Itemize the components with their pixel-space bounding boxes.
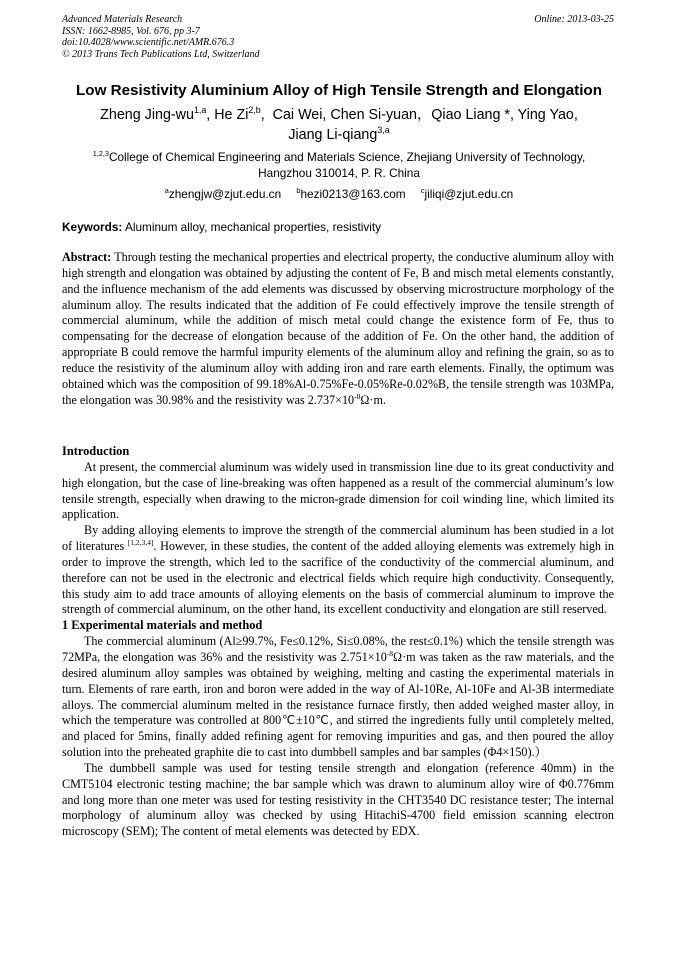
issn-line: ISSN: 1662-8985, Vol. 676, pp 3-7 [62, 25, 200, 37]
journal-header [62, 14, 614, 60]
section-heading: Introduction [62, 444, 130, 458]
paragraph: At present, the commercial aluminum was widely used in transmission line due to its great conductivity and high elongation, but the case of line-breaking was often happened as a result of the commercial aluminum’s low tensile strength, especially when drawing to the micron-grade dimension for coil winding line, which limited its application. [62, 459, 614, 522]
section-heading: 1 Experimental materials and method [62, 618, 263, 633]
citation-ref: [1,2,3,4] [127, 538, 154, 548]
abstract [62, 250, 614, 408]
abstract-text: Through testing the mechanical properties and electrical property, the conductive aluminum alloy with high strength and elongation was obtained by adjusting the content of Fe, B and misch metal elements constantly, and the influence mechanism of the add elements was discussed by observing microstructure morphology of the aluminum alloy. The results indicated that the addition of Fe could effectively improve the tensile strength of commercial aluminum, while the addition of misch metal could change the existence form of Fe, thus to compensating for the decrease of elongation because of the addition of Fe. On the other hand, the addition of appropriate B could remove the harmful impurity elements of the aluminum alloy and refining the grain, so as to reduce the resistivity of the aluminum alloy with adding iron and rare earth elements. Finally, the optimum was obtained which was the composition of 99.18%Al-0.75%Fe-0.05%Re-0.02%B, the tensile strength was 103MPa, the elongation was 30.98% and the resistivity was 2.737×10 [62, 250, 614, 407]
author-name: He Zi [214, 107, 249, 123]
abstract-exponent: -8 [354, 391, 361, 401]
abstract-paragraph [62, 250, 614, 408]
email-sup: b [296, 186, 301, 196]
keywords [62, 220, 622, 234]
online-date: Online: 2013-03-25 [534, 14, 614, 25]
abstract-label: Abstract: [62, 250, 112, 264]
paragraph-text: The commercial aluminum (Al≥99.7%, Fe≤0.12%, Si≤0.08%, the rest≤0.1%) which the tensile strength was 72MPa, the elongation was 36% and the resistivity was 2.751×10 [62, 634, 614, 664]
author-name: Zheng Jing-wu [100, 107, 194, 123]
affiliation-line: Hangzhou 310014, P. R. China [258, 166, 420, 180]
email-sup: c [420, 186, 425, 196]
affiliation [40, 149, 638, 181]
author-names: Cai Wei, Chen Si-yuan，Qiao Liang *, Ying Yao, [272, 107, 578, 123]
email-entry [296, 187, 405, 201]
exponent: -8 [386, 648, 394, 658]
email-list [40, 187, 638, 201]
abstract-tail: Ω·m. [360, 392, 386, 407]
author-affil-sup: 3,a [377, 125, 390, 136]
main-text [62, 444, 614, 840]
paragraph-text: . However, in these studies, the content of the added alloying elements was extremely high in order to improve the strength, which led to the sacrifice of the conductivity of the commercial aluminum, and therefore can not be used in the electronic and electrical fields which require high conductivity. Consequently, this study aim to add trace amounts of alloying elements on the basis of commercial aluminum to improve the strength of commercial aluminum, on the other hand, its excellent conductivity and elongation are still reserved. [62, 539, 614, 617]
copyright-line: © 2013 Trans Tech Publications Ltd, Switzerland [62, 48, 260, 60]
paragraph [62, 523, 614, 618]
paper-title: Low Resistivity Aluminium Alloy of High Tensile Strength and Elongation [76, 82, 602, 99]
paragraph [62, 634, 614, 761]
journal-name: Advanced Materials Research [62, 14, 183, 25]
author-affil-sup: 2,b [248, 105, 261, 116]
doi-line: doi:10.4028/www.scientific.net/AMR.676.3 [62, 37, 235, 49]
keywords-text: Aluminum alloy, mechanical properties, resistivity [124, 220, 382, 234]
email-link[interactable]: jiliqi@zjut.edu.cn [424, 187, 514, 201]
affiliation-line: College of Chemical Engineering and Materials Science, Zhejiang University of Technology, [108, 150, 586, 164]
email-link[interactable]: hezi0213@163.com [300, 187, 406, 201]
email-entry [165, 187, 281, 201]
author-list: Zheng Jing-wu$^{1,a}$, He Zi$^{2,b}$, Cai Wei, Chen Si-yuan，Qiao Liang *, Ying Yao, Jiang Li-qiang$^{3,a}$ [100, 105, 578, 143]
author-name: Jiang Li-qiang [288, 127, 378, 143]
email-link[interactable]: zhengjw@zjut.edu.cn [168, 187, 282, 201]
paragraph-text: By adding alloying elements to improve the strength of the commercial aluminum has been studied in a lot of literatures [62, 523, 614, 554]
author-affil-sup: 1,a [193, 105, 207, 116]
email-entry [421, 187, 513, 201]
email-sup: a [164, 186, 169, 196]
paragraph-text: Ω·m was taken as the raw materials, and the desired aluminum alloy samples was obtained by weighing, melting and casting the experimental materials in turn. Elements of rare earth, iron and boron were added in the way of Al-10Re, Al-10Fe and Al-3B intermediate alloys. The commercial aluminum melted in the resistance furnace firstly, then added weighed master alloy, in which the temperature was controlled at 800℃±10℃, and stirred the ingredients fully until completely melted, and placed for 5mins, finally added refining agent for removing impurities and gas, and then poured the alloy solution into the preheated graphite die to cast into dumbbell samples and bar samples (Φ4×150).） [62, 649, 615, 760]
affiliation-sup: 1,2,3 [92, 149, 109, 159]
paragraph: The dumbbell sample was used for testing tensile strength and elongation (reference 40mm) in the CMT5104 electronic testing machine; the bar sample which was drawn to aluminum alloy wire of Φ0.776mm and long more than one meter was used for testing resistivity in the CHT3540 DC resistance tester; The internal morphology of aluminum alloy was checked by using HitachiS-4700 field emission scanning electron microscopy (SEM); The content of metal elements was detected by EDX. [62, 760, 614, 839]
keywords-label: Keywords: [62, 220, 123, 234]
